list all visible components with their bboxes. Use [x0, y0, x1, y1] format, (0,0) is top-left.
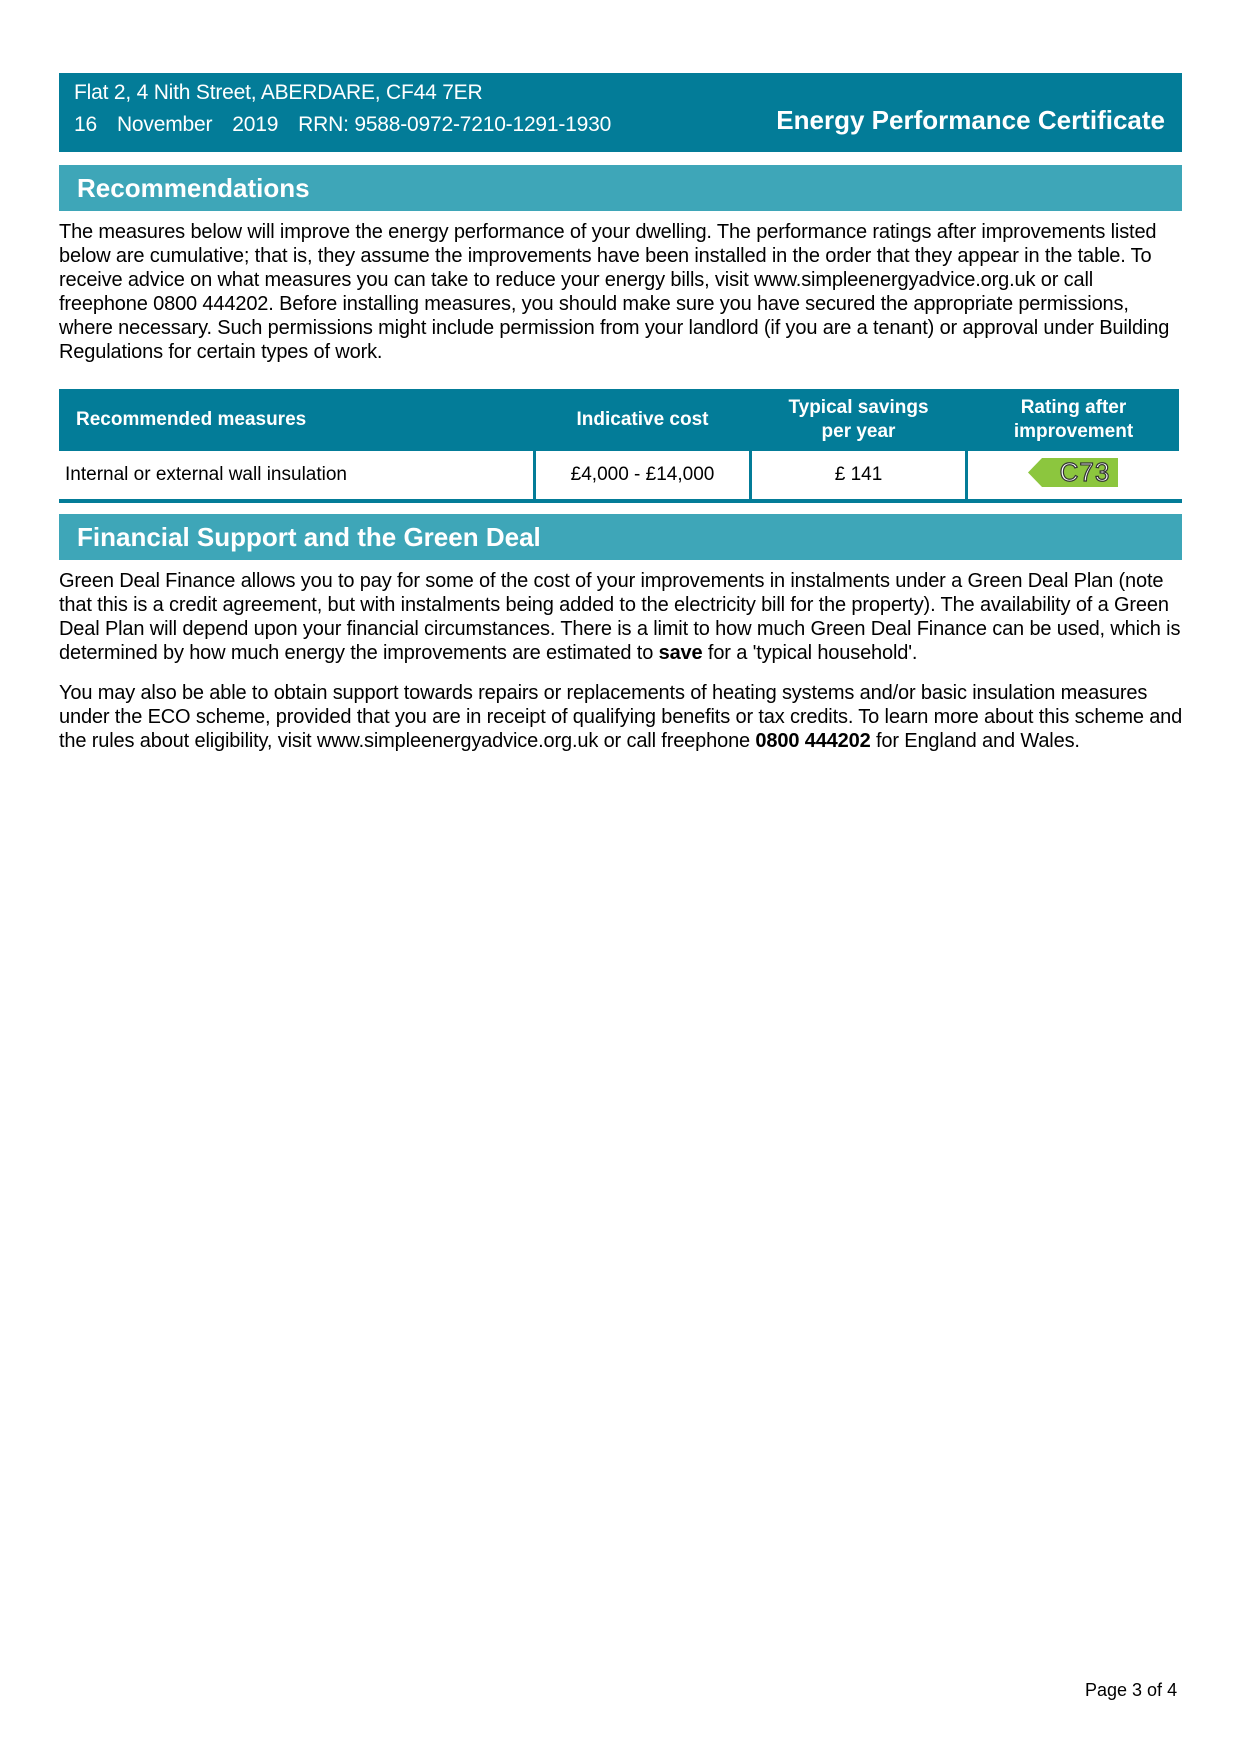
section-title: Financial Support and the Green Deal	[77, 522, 541, 552]
column-divider	[965, 389, 968, 500]
rating-value: C73	[1059, 457, 1111, 487]
paragraph-text: for England and Wales.	[870, 730, 1080, 752]
col-header-rating: Rating after improvement	[968, 389, 1179, 451]
document-title: Energy Performance Certificate	[776, 105, 1165, 135]
cost-cell: £4,000 - £14,000	[570, 464, 715, 485]
recommendations-intro	[59, 220, 1184, 364]
financial-section-header	[59, 514, 1182, 560]
page-number: Page 3 of 4	[1085, 1680, 1178, 1700]
property-address: Flat 2, 4 Nith Street, ABERDARE, CF44 7ER	[74, 81, 483, 104]
financial-text	[59, 569, 1184, 753]
recommendations-section-header	[59, 165, 1182, 211]
date-day: 16	[74, 113, 97, 136]
intro-paragraph: The measures below will improve the energy performance of your dwelling. The performance ratings after improvements listed below are cumulative; that is, they assume the improvements have been installed in the order that they appear in the table. To receive advice on what measures you can take to reduce your energy bills, visit www.simpleenergyadvice.org.uk or call freephone 0800 444202. Before installing measures, you should make sure you have secured the appropriate permissions, where necessary. Such permissions might include permission from your landlord (if you are a tenant) or approval under Building Regulations for certain types of work.	[59, 221, 1170, 363]
savings-cell: £ 141	[834, 464, 883, 485]
paragraph-text: for a 'typical household'.	[702, 642, 918, 664]
green-deal-paragraph	[59, 569, 1184, 665]
col-header-measures: Recommended measures	[59, 389, 533, 451]
table-bottom-rule	[59, 499, 1182, 503]
rating-badge	[1028, 458, 1118, 487]
recommendations-table	[59, 389, 1182, 503]
emphasis-text: save	[658, 642, 703, 664]
section-title: Recommendations	[77, 173, 310, 203]
date-month: November	[116, 113, 213, 136]
col-header-cost: Indicative cost	[536, 389, 749, 451]
measure-cell: Internal or external wall insulation	[65, 464, 347, 485]
phone-number: 0800 444202	[755, 730, 871, 752]
certificate-meta	[74, 113, 631, 137]
eco-scheme-paragraph	[59, 681, 1184, 753]
rrn: RRN: 9588-0972-7210-1291-1930	[298, 113, 612, 136]
paragraph-text: Green Deal Finance allows you to pay for some of the cost of your improvements in instalments under a Green Deal Plan (note that this is a credit agreement, but with instalments being added to the electricity bill for the property). The availability of a Green Deal Plan will depend upon your financial circumstances. There is a limit to how much Green Deal Finance can be used, which is determined by how much energy the improvements are estimated to	[59, 570, 1181, 664]
paragraph-text: You may also be able to obtain support towards repairs or replacements of heating systems and/or basic insulation measures under the ECO scheme, provided that you are in receipt of qualifying benefits or tax credits. To learn more about this scheme and the rules about eligibility, visit www.simpleenergyadvice.org.uk or call freephone	[59, 682, 1183, 752]
certificate-header	[59, 73, 1182, 152]
col-header-savings: Typical savings per year	[752, 389, 965, 451]
date-year: 2019	[232, 113, 279, 136]
